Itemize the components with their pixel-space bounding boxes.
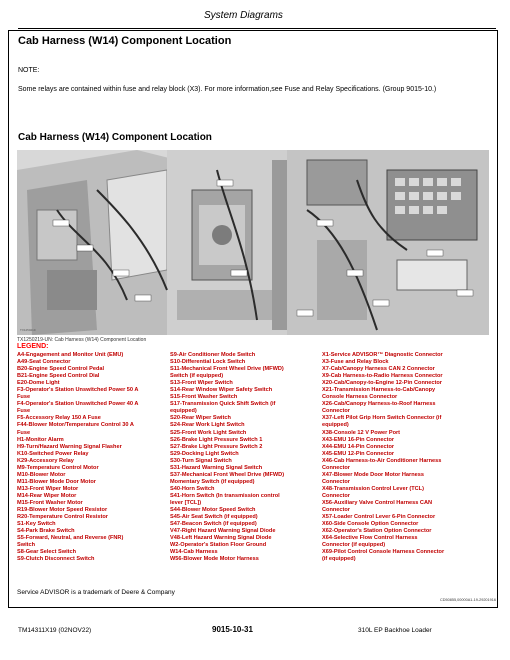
legend-item: X48-Transmission Control Lever (TCL)	[322, 485, 424, 492]
legend-item: X26-Cab/Canopy Harness-to-Roof Harness	[322, 401, 436, 408]
legend-item: H9-Turn/Hazard Warning Signal Flasher	[17, 443, 122, 450]
legend-item: equipped)	[170, 408, 197, 415]
legend-item: S9-Clutch Disconnect Switch	[17, 556, 95, 563]
footer-doc-id: TM14311X19 (02NOV22)	[18, 627, 92, 634]
legend-item: R20-Temperature Control Resistor	[17, 514, 108, 521]
legend-item: F5-Accessory Relay 150 A Fuse	[17, 415, 101, 422]
legend-title: LEGEND:	[17, 343, 49, 350]
legend-item: X37-Left Pilot Grip Horn Switch Connector (if	[322, 415, 442, 422]
legend-item: W14-Cab Harness	[170, 549, 218, 556]
page-header	[18, 6, 496, 29]
legend-item: S25-Front Work Light Switch	[170, 429, 247, 436]
legend-item: S40-Horn Switch	[170, 485, 215, 492]
legend-item: F3-Operator's Station Unswitched Power 50 A	[17, 387, 139, 394]
legend-item: F44-Blower Motor/Temperature Control 30 A	[17, 422, 134, 429]
legend-item: K10-Switched Power Relay	[17, 450, 89, 457]
legend-item: Connector	[322, 507, 350, 514]
legend-item: Fuse	[17, 429, 31, 436]
legend-item: S41-Horn Switch (In transmission control	[170, 492, 280, 499]
legend-item: R19-Blower Motor Speed Resistor	[17, 507, 108, 514]
legend-item: W56-Blower Mode Motor Harness	[170, 556, 259, 563]
legend-item: lever [TCL])	[170, 499, 202, 506]
legend-item: X9-Cab Harness-to-Radio Harness Connector	[322, 373, 443, 380]
legend-item: H1-Monitor Alarm	[17, 436, 64, 443]
legend-item: (if equipped)	[322, 556, 356, 563]
note-label: NOTE:	[18, 67, 40, 74]
footer-model: 310L EP Backhoe Loader	[358, 627, 432, 634]
footer-page-number: 9015-10-31	[212, 625, 253, 634]
legend-item: S47-Beacon Switch (if equipped)	[170, 521, 257, 528]
legend-item: Switch (if equipped)	[170, 373, 224, 380]
legend-item: X47-Blower Mode Door Motor Harness	[322, 471, 424, 478]
legend-item: S8-Gear Select Switch	[17, 549, 77, 556]
legend-item: Connector	[322, 478, 350, 485]
section-title: System Diagrams	[204, 10, 283, 21]
legend-item: S29-Docking Light Switch	[170, 450, 239, 457]
legend-item: X62-Operator's Station Option Connector	[322, 528, 432, 535]
legend-item: equipped)	[322, 422, 349, 429]
trademark-note: Service ADVISOR is a trademark of Deere & Company	[17, 589, 175, 596]
legend-item: S15-Front Washer Switch	[170, 394, 238, 401]
legend-item: S9-Air Conditioner Mode Switch	[170, 352, 256, 358]
legend-item: Connector	[322, 492, 350, 499]
legend-item: Console Harness Connector	[322, 394, 398, 401]
legend-item: M15-Front Washer Motor	[17, 499, 83, 506]
legend-column-3	[322, 352, 492, 563]
legend-item: X38-Console 12 V Power Port	[322, 429, 401, 436]
legend-item: S37-Mechanical Front Wheel Drive (MFWD)	[170, 471, 285, 478]
legend-item: S26-Brake Light Pressure Switch 1	[170, 436, 263, 443]
legend-item: Connector (if equipped)	[322, 542, 386, 549]
legend-item: X46-Cab Harness-to-Air Conditioner Harness	[322, 457, 442, 464]
legend-item: A49-Seat Connector	[17, 359, 71, 366]
legend-item: S27-Brake Light Pressure Switch 2	[170, 443, 263, 450]
legend-item: M10-Blower Motor	[17, 471, 66, 478]
reference-code: CD50855,00000A1-19-29201916	[440, 598, 496, 602]
legend-item: E20-Dome Light	[17, 380, 60, 387]
legend-item: S1-Key Switch	[17, 521, 56, 528]
legend-item: S20-Rear Wiper Switch	[170, 415, 231, 422]
legend-item: Fuse	[17, 394, 31, 401]
legend-item: M11-Blower Mode Door Motor	[17, 478, 96, 485]
legend-item: M13-Front Wiper Motor	[17, 485, 79, 492]
legend-item: V47-Right Hazard Warning Signal Diode	[170, 528, 276, 535]
legend-item: X7-Cab/Canopy Harness CAN 2 Connector	[322, 366, 435, 373]
legend-item: S5-Forward, Neutral, and Reverse (FNR)	[17, 535, 124, 542]
legend-item: X60-Side Console Option Connector	[322, 521, 419, 528]
legend-item: S17-Transmission Quick Shift Switch (if	[170, 401, 276, 408]
legend-item: S24-Rear Work Light Switch	[170, 422, 245, 429]
legend-item: S31-Hazard Warning Signal Switch	[170, 464, 263, 471]
figure-title: Cab Harness (W14) Component Location	[18, 132, 212, 143]
legend-item: S13-Front Wiper Switch	[170, 380, 233, 387]
legend-item: B20-Engine Speed Control Pedal	[17, 366, 105, 373]
legend-item: Fuse	[17, 408, 31, 415]
legend-item: X21-Transmission Harness-to-Cab/Canopy	[322, 387, 436, 394]
legend-item: S44-Blower Motor Speed Switch	[170, 507, 256, 514]
legend-item: X20-Cab/Canopy-to-Engine 12-Pin Connector	[322, 380, 442, 387]
harness-photo	[17, 150, 489, 335]
legend-item: F4-Operator's Station Unswitched Power 40 A	[17, 401, 139, 408]
legend-item: S4-Park Brake Switch	[17, 528, 75, 535]
legend-item: X45-EMU 12-Pin Connector	[322, 450, 395, 457]
legend-item: Connector	[322, 408, 350, 415]
legend-item: X69-Pilot Control Console Harness Connector	[322, 549, 445, 556]
legend-item: S11-Mechanical Front Wheel Drive (MFWD)	[170, 366, 284, 373]
note-text: Some relays are contained within fuse and relay block (X3). For more information,see Fuse and Relay Specifications. (Group 9015-10.)	[18, 86, 437, 93]
legend-item: B21-Engine Speed Control Dial	[17, 373, 100, 380]
legend-item: X3-Fuse and Relay Block	[322, 359, 389, 366]
legend-item: X56-Auxiliary Valve Control Harness CAN	[322, 499, 433, 506]
legend-item: V48-Left Hazard Warning Signal Diode	[170, 535, 272, 542]
legend-column-2	[170, 352, 320, 563]
legend-item: S45-Air Seat Switch (if equipped)	[170, 514, 258, 521]
legend-item: A4-Engagement and Monitor Unit (EMU)	[17, 352, 124, 358]
figure-caption: TX1250219-UN: Cab Harness (W14) Component Location	[17, 337, 147, 343]
legend-column-1	[17, 352, 167, 563]
legend-item: X44-EMU 14-Pin Connector	[322, 443, 395, 450]
legend-item: X57-Loader Control Lever 6-Pin Connector	[322, 514, 436, 521]
legend-item: Switch	[17, 542, 36, 549]
legend-item: W2-Operator's Station Floor Ground	[170, 542, 267, 549]
legend-item: Momentary Switch (if equipped)	[170, 478, 255, 485]
legend-item: S10-Differential Lock Switch	[170, 359, 246, 366]
legend-item: Connector	[322, 464, 350, 471]
legend-item: K29-Accessory Relay	[17, 457, 74, 464]
legend-item: S14-Rear Window Wiper Safety Switch	[170, 387, 273, 394]
figure-id: TX1250219	[20, 328, 36, 332]
legend-item: X43-EMU 16-Pin Connector	[322, 436, 395, 443]
page-title: Cab Harness (W14) Component Location	[18, 35, 232, 47]
legend-item: M14-Rear Wiper Motor	[17, 492, 77, 499]
legend-item: X1-Service ADVISOR™ Diagnostic Connector	[322, 352, 443, 358]
legend-item: M9-Temperature Control Motor	[17, 464, 99, 471]
legend-item: X64-Selective Flow Control Harness	[322, 535, 418, 542]
legend-item: S30-Turn Signal Switch	[170, 457, 232, 464]
